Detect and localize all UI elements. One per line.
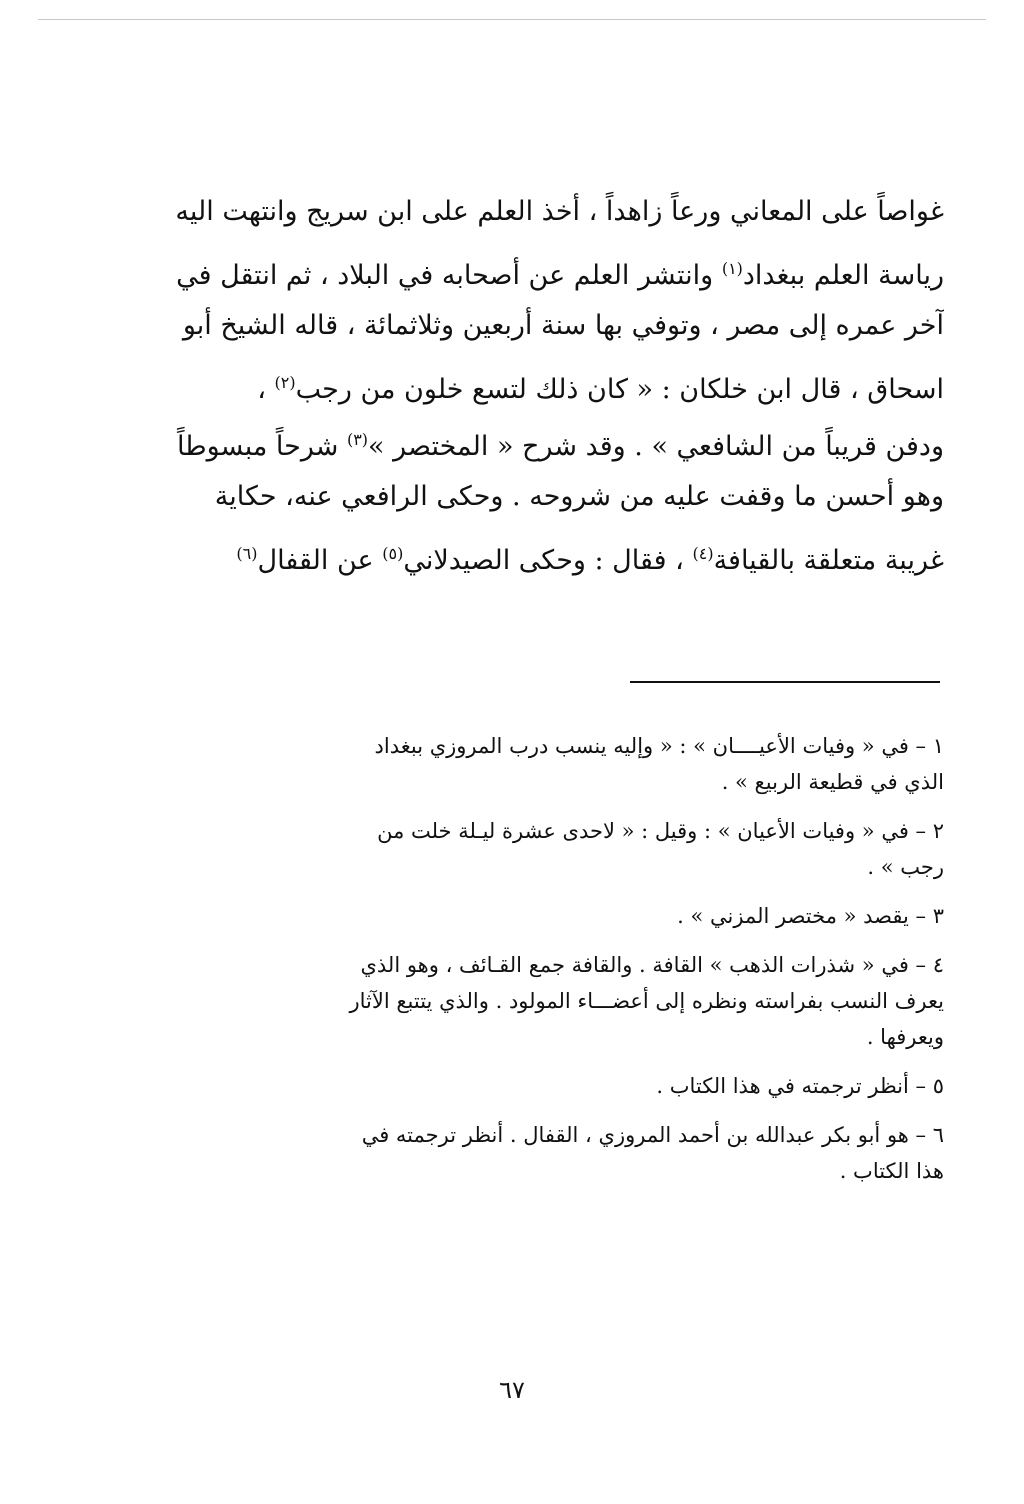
footnote-6 xyxy=(166,1117,944,1189)
footnote-ref-4: (٤) xyxy=(692,544,714,563)
footnote-4 xyxy=(166,947,944,1055)
footnote-4-line-2: يعرف النسب بفراسته ونظره إلى أعضـــاء المولود . والذي يتتبع الآثار xyxy=(349,989,944,1013)
body-line-4-text: اسحاق ، قال ابن خلكان : « كان ذلك لتسع خلون من رجب xyxy=(295,374,944,405)
footnote-5 xyxy=(166,1068,944,1104)
footnotes xyxy=(166,728,944,1202)
footnote-4-line-3: ويعرفها . xyxy=(866,1025,944,1049)
footnote-ref-2: (٢) xyxy=(274,373,296,392)
footnote-4-line-1: ٤ – في « شذرات الذهب » القافة . والقافة جمع القـائف ، وهو الذي xyxy=(360,953,944,977)
footnote-3 xyxy=(166,898,944,934)
footnote-2-line-1: ٢ – في « وفيات الأعيان » : وقيل : « لاحدى عشرة ليـلة خلت من xyxy=(377,819,944,843)
header-rule xyxy=(38,19,986,20)
body-line-7-text: غريبة متعلقة بالقيافة xyxy=(713,545,944,576)
page-number: ٦٧ xyxy=(499,1376,525,1404)
footnote-2 xyxy=(166,813,944,885)
body-line-6 xyxy=(166,468,944,525)
footnote-ref-1: (١) xyxy=(721,259,743,278)
footnote-6-line-2: هذا الكتاب . xyxy=(839,1159,944,1183)
body-line-3 xyxy=(166,297,944,354)
footnote-ref-5: (٥) xyxy=(382,544,404,563)
footnote-ref-3: (٣) xyxy=(346,430,369,449)
body-line-5-text: ودفن قريباً من الشافعي » . وقد شرح « المختصر » xyxy=(368,431,944,462)
body-line-7-end: عن القفال xyxy=(257,545,374,576)
main-text xyxy=(166,183,944,582)
footnote-1-line-1: ١ – في « وفيات الأعيــــان » : « وإليه ينسب درب المروزي ببغداد xyxy=(374,734,944,758)
body-line-1-text: غواصاً على المعاني ورعاً زاهداً ، أخذ العلم على ابن سريج وانتهت اليه xyxy=(175,196,944,227)
footnote-3-line-1: ٣ – يقصد « مختصر المزني » . xyxy=(677,904,944,928)
footnote-ref-6: (٦) xyxy=(236,544,258,563)
body-line-6-text: وهو أحسن ما وقفت عليه من شروحه . وحكى الرافعي عنه، حكاية xyxy=(214,481,944,512)
body-line-1 xyxy=(166,183,944,240)
body-line-2 xyxy=(166,240,944,297)
footnote-1-line-2: الذي في قطيعة الربيع » . xyxy=(721,770,944,794)
body-line-2-rest: وانتشر العلم عن أصحابه في البلاد ، ثم انتقل في xyxy=(176,260,714,291)
body-line-3-text: آخر عمره إلى مصر ، وتوفي بها سنة أربعين وثلاثمائة ، قاله الشيخ أبو xyxy=(182,310,944,341)
body-line-5-rest: شرحاً مبسوطاً xyxy=(176,431,339,462)
footnote-6-line-1: ٦ – هو أبو بكر عبدالله بن أحمد المروزي ، القفال . أنظر ترجمته في xyxy=(361,1123,944,1147)
body-line-4 xyxy=(166,354,944,411)
footnote-5-line-1: ٥ – أنظر ترجمته في هذا الكتاب . xyxy=(656,1074,944,1098)
footnote-1 xyxy=(166,728,944,800)
body-line-7-mid: ، فقال : وحكى الصيدلاني xyxy=(403,545,684,576)
footnote-separator xyxy=(630,681,940,683)
body-line-7 xyxy=(166,525,944,582)
body-line-2-text: رياسة العلم ببغداد xyxy=(742,260,944,291)
body-line-5 xyxy=(166,411,944,468)
footnote-2-line-2: رجب » . xyxy=(867,855,944,879)
body-line-4-end: ، xyxy=(257,374,266,405)
